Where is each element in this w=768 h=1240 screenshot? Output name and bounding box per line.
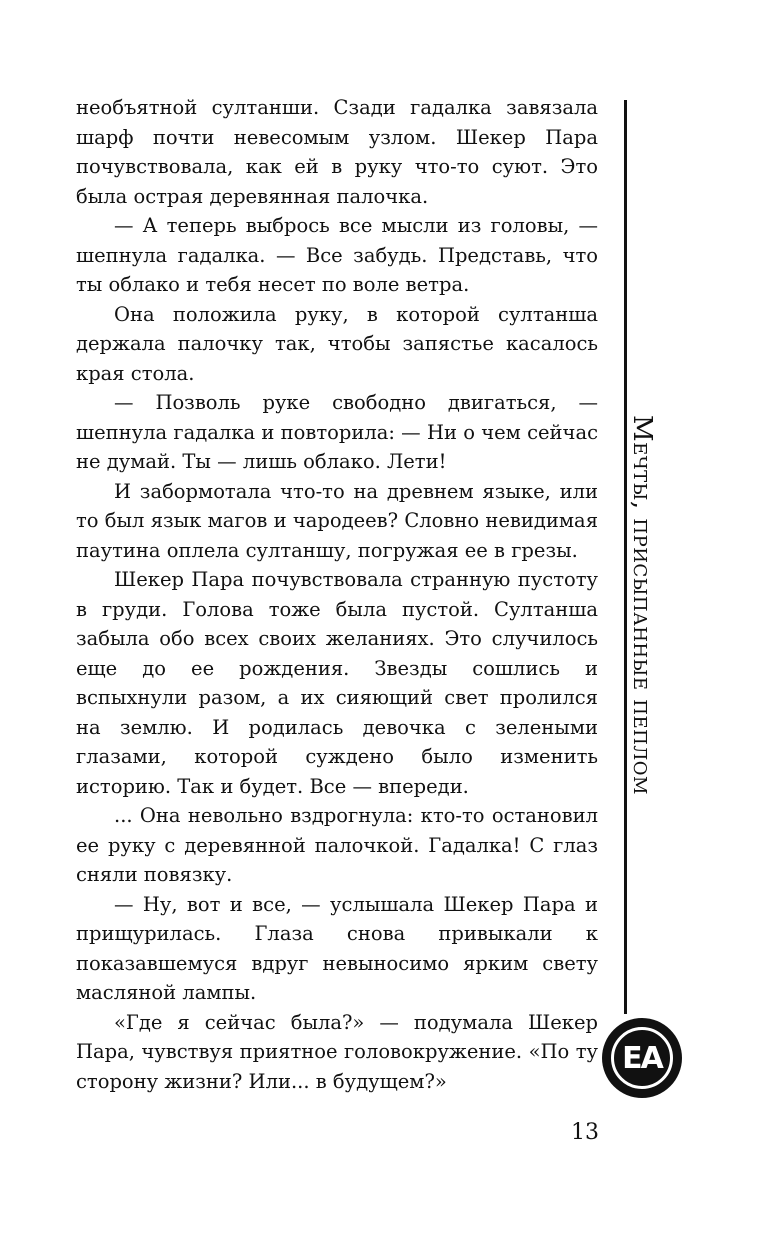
publisher-logo-mark: ЕА xyxy=(611,1027,673,1089)
paragraph-1: необъятной султанши. Сзади гадалка завязала шарф почти невесомым узлом. Шекер Пара почувствовала, как ей в руку что-то суют. Это была острая деревянная палочка. xyxy=(76,96,598,208)
paragraph-5: И забормотала что-то на древнем языке, или то был язык магов и чародеев? Словно невидимая паутина оплела султаншу, погружая ее в грезы. xyxy=(76,479,598,562)
paragraph-7: ... Она невольно вздрогнула: кто-то остановил ее руку с деревянной палочкой. Гадалка! С глаз сняли повязку. xyxy=(76,804,598,886)
running-title xyxy=(614,390,670,820)
paragraph-6: Шекер Пара почувствовала странную пустоту в груди. Голова тоже была пустой. Султанша забыла обо всех своих желаниях. Это случилось еще до ее рождения. Звезды сошлись и вспыхнули разом, а их сияющий свет пролился на землю. И родилась девочка с зелеными глазами, которой суждено было изменить историю. Так и будет. Все — впереди. xyxy=(76,568,598,798)
paragraph-8: — Ну, вот и все, — услышала Шекер Пара и прищурилась. Глаза снова привыкали к показавшемуся вдруг невыносимо ярким свету масляной лампы. xyxy=(76,892,598,1004)
paragraph-2: — А теперь выбрось все мысли из головы, — шепнула гадалка. — Все забудь. Представь, что ты облако и тебя несет по воле ветра. xyxy=(76,214,598,296)
publisher-logo xyxy=(602,1018,682,1098)
running-title-text: Мечты, присыпанные пеплом xyxy=(627,415,657,795)
paragraph-9: «Где я сейчас была?» — подумала Шекер Пара, чувствуя приятное головокружение. «По ту сторону жизни? Или... в будущем?» xyxy=(76,1010,598,1093)
body-text xyxy=(76,93,598,1096)
page-number: 13 xyxy=(571,1120,599,1145)
paragraph-4: — Позволь руке свободно двигаться, — шепнула гадалка и повторила: — Ни о чем сейчас не думай. Ты — лишь облако. Лети! xyxy=(76,391,598,473)
paragraph-3: Она положила руку, в которой султанша держала палочку так, чтобы запястье касалось края стола. xyxy=(76,302,598,385)
